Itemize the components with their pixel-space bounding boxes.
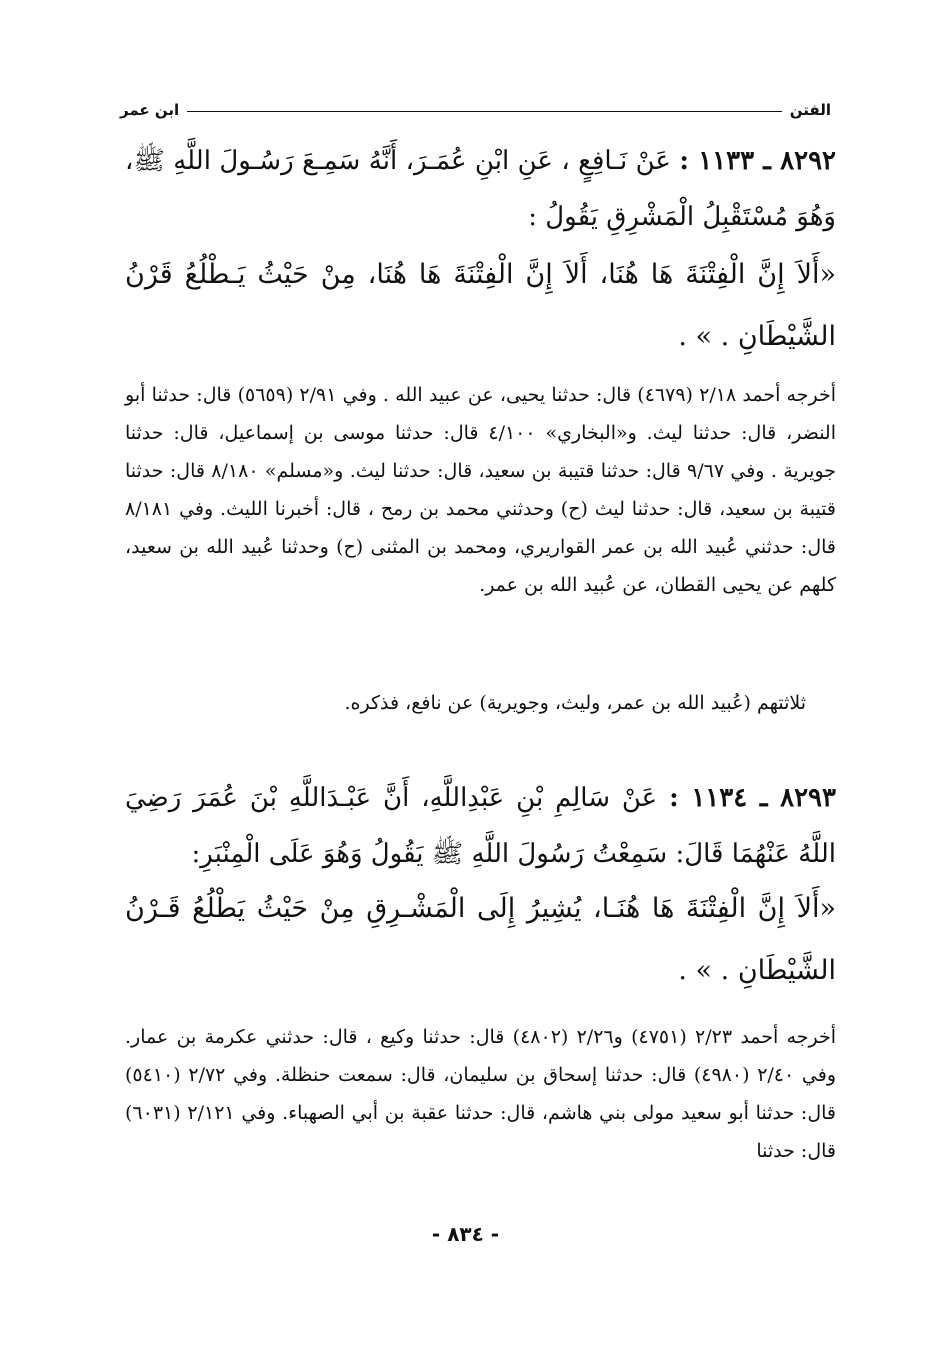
hadith-8292-isnad: [125, 133, 836, 245]
header-companion: ابن عمر: [120, 101, 180, 119]
hadith-8292-number: ٨٢٩٢ ـ ١١٣٣ :: [679, 146, 836, 176]
hadith-8292-takhrij: أخرجه أحمد ٢/١٨ (٤٦٧٩) قال: حدثنا يحيى، عن عبيد الله . وفي ٢/٩١ (٥٦٥٩) قال: حدثنا أبو النضر، قال: حدثنا ليث. و«البخاري» ٤/١٠٠ قال: حدثنا موسى بن إسماعيل، قال: حدثنا جويرية . وفي ٩/٦٧ قال: حدثنا قتيبة بن سعيد، قال: حدثنا ليث. و«مسلم» ٨/١٨٠ قال: حدثنا قتيبة بن سعيد، قال: حدثنا ليث (ح) وحدثني محمد بن رمح ، قال: أخبرنا الليث. وفي ٨/١٨١ قال: حدثني عُبيد الله بن عمر القواريري، ومحمد بن المثنى (ح) وحدثنا عُبيد الله بن سعيد، كلهم عن يحيى القطان، عن عُبيد الله بن عمر.: [125, 384, 837, 596]
header-rule: [187, 111, 782, 112]
hadith-8292-summary: ثلاثتهم (عُبيد الله بن عمر، وليث، وجويرية) عن نافع، فذكره.: [344, 692, 806, 714]
hadith-8293-number: ٨٢٩٣ ـ ١١٣٤ :: [669, 783, 836, 813]
hadith-8293-text: عَنْ سَالِمِ بْنِ عَبْدِاللَّهِ، أَنَّ عَبْـدَاللَّهِ بْنَ عُمَرَ رَضِيَ اللَّهُ عَنْهُمَا قَالَ: سَمِعْتُ رَسُولَ اللَّهِ ﷺ يَقُولُ وَهُوَ عَلَى الْمِنْبَرِ:: [125, 783, 836, 869]
running-header: [120, 96, 831, 124]
hadith-8292-matn: «أَلاَ إِنَّ الْفِتْنَةَ هَا هُنَا، أَلاَ إِنَّ الْفِتْنَةَ هَا هُنَا، مِنْ حَيْثُ يَـطْلُعُ قَرْنُ الشَّيْطَانِ . » .: [125, 259, 836, 352]
header-chapter: الفتن: [789, 101, 831, 119]
hadith-8293-isnad: [125, 770, 836, 882]
hadith-8292-text: عَنْ نَـافِعٍ ، عَنِ ابْنِ عُمَـرَ، أَنَّهُ سَمِـعَ رَسُـولَ اللَّهِ ﷺ، وَهُوَ مُسْتَقْبِلُ الْمَشْرِقِ يَقُولُ :: [125, 146, 836, 232]
page-number: - ٨٣٤ -: [431, 1222, 500, 1246]
hadith-8293-takhrij: أخرجه أحمد ٢/٢٣ (٤٧٥١) و٢/٢٦ (٤٨٠٢) قال: حدثنا وكيع ، قال: حدثني عكرمة بن عمار. وفي ٢/٤٠ (٤٩٨٠) قال: حدثنا إسحاق بن سليمان، قال: سمعت حنظلة. وفي ٢/٧٢ (٥٤١٠) قال: حدثنا أبو سعيد مولى بني هاشم، قال: حدثنا عقبة بن أبي الصهباء. وفي ٢/١٢١ (٦٠٣١) قال: حدثنا: [125, 1026, 837, 1162]
hadith-8293-matn: «أَلاَ إِنَّ الْفِتْنَةَ هَا هُنَـا، يُشِيرُ إِلَى الْمَشْـرِقِ مِنْ حَيْثُ يَطْلُعُ قَـرْنُ الشَّيْطَانِ . » .: [125, 893, 837, 986]
